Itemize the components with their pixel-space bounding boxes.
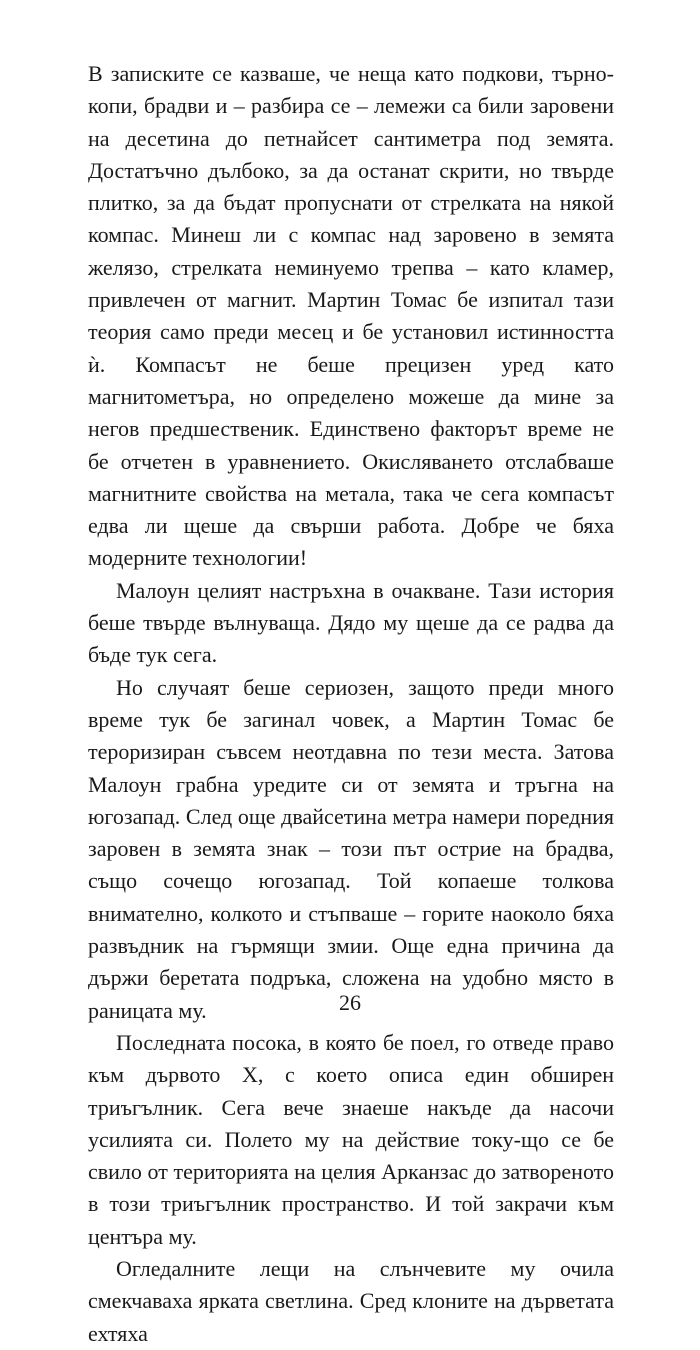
paragraph-1: В записките се казваше, че неща като подкови, търнокопи, брадви и – разбира се – лемежи са били заровени на десетина до петнайсет сантиметра под земята. Достатъчно дълбоко, за да останат скрити, но твърде плитко, за да бъдат пропуснати от стрелката на някой компас. Минеш ли с компас над заровено в земята желязо, стрелката неминуемо трепва – като кламер, привлечен от магнит. Мартин Томас бе изпитал тази теория само преди месец и бе установил истинността ѝ. Компасът не беше прецизен уред като магнитометъра, но определено можеше да мине за негов предшественик. Единствено факторът време не бе отчетен в уравнението. Окисляването отслабваше магнитните свойства на метала, така че сега компасът едва ли щеше да свърши работа. Добре че бяха модерните технологии! [88,61,614,571]
page-number: 26 [339,990,361,1015]
paragraph-3: Но случаят беше сериозен, защото преди много време тук бе загинал човек, а Мартин Томас бе тероризиран съвсем неотдавна по тези места. Затова Малоун грабна уредите си от земята и тръгна на югозапад. След още двайсетина метра намери поредния заровен в земята знак – този път острие на брадва, също сочещо югозапад. Той копаеше толкова внимателно, колкото и стъпваше – горите наоколо бяха развъдник на гърмящи змии. Още една причина да държи беретата подръка, сложена на удобно място в раницата му. [88,674,614,1023]
paragraph-5: Огледалните лещи на слънчевите му очила смекчаваха ярката светлина. Сред клоните на дърветата ехтяха [88,1255,614,1346]
body-text [88,58,614,1350]
paragraph-4: Последната посока, в която бе поел, го отведе право към дървото Х, с което описа един обширен триъгълник. Сега вече знаеше накъде да насочи усилията си. Полето му на действие току-що се бе свило от територията на целия Арканзас до затвореното в този триъгълник пространство. И той закрачи към центъра му. [88,1029,614,1249]
paragraph-2: Малоун целият настръхна в очакване. Тази история беше твърде вълнуваща. Дядо му щеше да се радва да бъде тук сега. [88,577,614,668]
